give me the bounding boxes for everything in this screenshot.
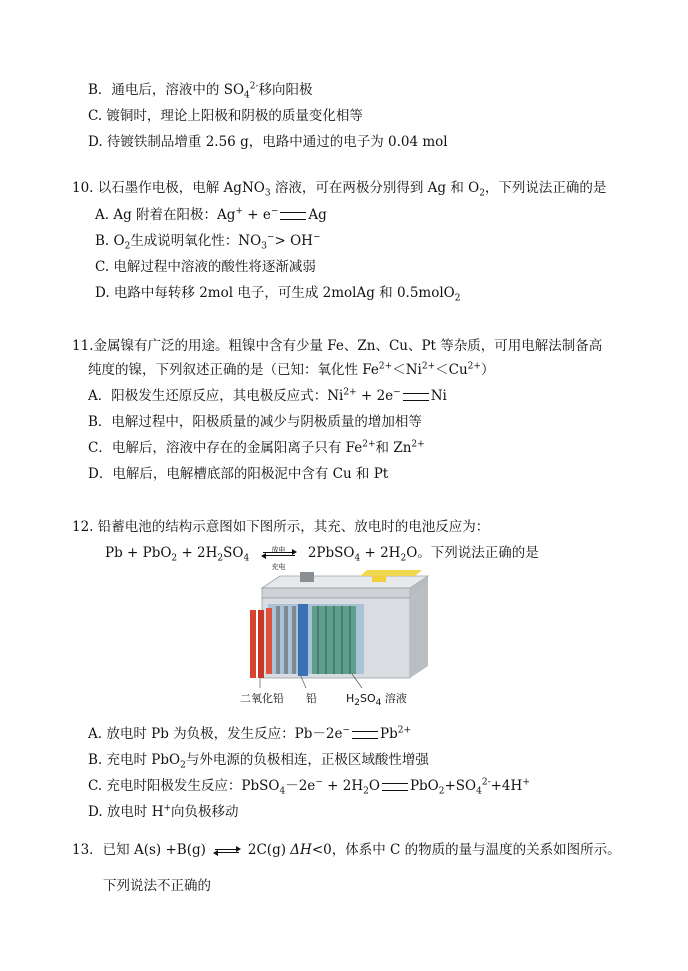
q11-stem-line1: 11.金属镍有广泛的用途。粗镍中含有少量 Fe、Zn、Cu、Pt 等杂质，可用电解法制备高 — [72, 338, 603, 354]
q13-stem: 13．已知 A(s) +B(g) 2C(g) ΔH<0，体系中 C 的物质的量与温度的关系如图所示。 — [72, 840, 621, 861]
label-pbo2: 二氧化铅 — [240, 692, 284, 705]
battery-diagram — [240, 570, 440, 710]
q11-stem-line2: 纯度的镍，下列叙述正确的是（已知：氧化性 $Fe^{2+}<Ni^{2+}<Cu^{2+}$） — [88, 361, 495, 378]
q10-option-c: C. 电解过程中溶液的酸性将逐渐减弱 — [95, 259, 316, 275]
q12-option-d: D. 放电时 H+向负极移动 — [88, 803, 239, 820]
equals-arrow — [280, 212, 306, 220]
label-h2so4: $H_2SO_4$ 溶液 — [346, 692, 407, 709]
q11-option-b: B．电解过程中，阳极质量的减少与阴极质量的增加相等 — [88, 414, 422, 430]
lead-acid-battery-figure — [240, 570, 440, 710]
q10-option-b: B. $O_2$生成说明氧化性：$NO_3^-> OH^-$ — [95, 232, 321, 252]
q12-stem: 12. 铅蓄电池的结构示意图如下图所示，其充、放电时的电池反应为： — [72, 519, 490, 535]
equals-arrow — [403, 393, 429, 401]
q12-option-c: C. 充电时阳极发生反应：PbSO$_4$－2e− + $2H_2O$ $PbO_2+SO_4^{2-}+4H^+$ — [88, 777, 530, 797]
equals-arrow — [352, 731, 378, 739]
q9-option-b: B．通电后，溶液中的 $SO_4^{2-}$移向阳极 — [88, 81, 313, 101]
q10-option-a: A. Ag 附着在阳极：Ag+ + e− Ag — [95, 206, 327, 223]
q11-option-c: C．电解后，溶液中存在的金属阳离子只有 $Fe^{2+}$和 $Zn^{2+}$ — [88, 439, 425, 456]
label-pb: 铅 — [306, 692, 317, 705]
equals-arrow — [382, 783, 408, 791]
q10-stem: 10. 以石墨作电极，电解 AgNO$_3$ 溶液，可在两极分别得到 Ag 和 $O_2$，下列说法正确的是 — [72, 180, 607, 199]
reversible-arrow — [212, 841, 242, 861]
q10-option-d: D. 电路中每转移 2mol 电子，可生成 2molAg 和 0.5molO$_2$ — [95, 285, 461, 304]
q13-stem-line2: 下列说法不正确的 — [103, 878, 211, 894]
q11-option-a: A．阳极发生还原反应，其电极反应式：$Ni^{2+} + 2e^-$ Ni — [88, 387, 447, 404]
reversible-arrow: 放电 充电 — [260, 544, 298, 564]
q9-option-c: C. 镀铜时，理论上阳极和阴极的质量变化相等 — [88, 108, 363, 124]
q12-option-b: B. 充电时 PbO$_2$与外电源的负极相连，正极区域酸性增强 — [88, 752, 429, 771]
q12-equation: $Pb + PbO_2 + 2H_2SO_4$ 放电 充电 2PbSO$_4$ + $2H_2O$。下列说法正确的是 — [105, 545, 539, 571]
q11-option-d: D．电解后，电解槽底部的阳极泥中含有 Cu 和 Pt — [88, 466, 389, 482]
q12-option-a: A. 放电时 Pb 为负极，发生反应：Pb－2e− $Pb^{2+}$ — [88, 725, 412, 742]
q9-option-d: D. 待镀铁制品增重 2.56 g，电路中通过的电子为 0.04 mol — [88, 134, 448, 150]
